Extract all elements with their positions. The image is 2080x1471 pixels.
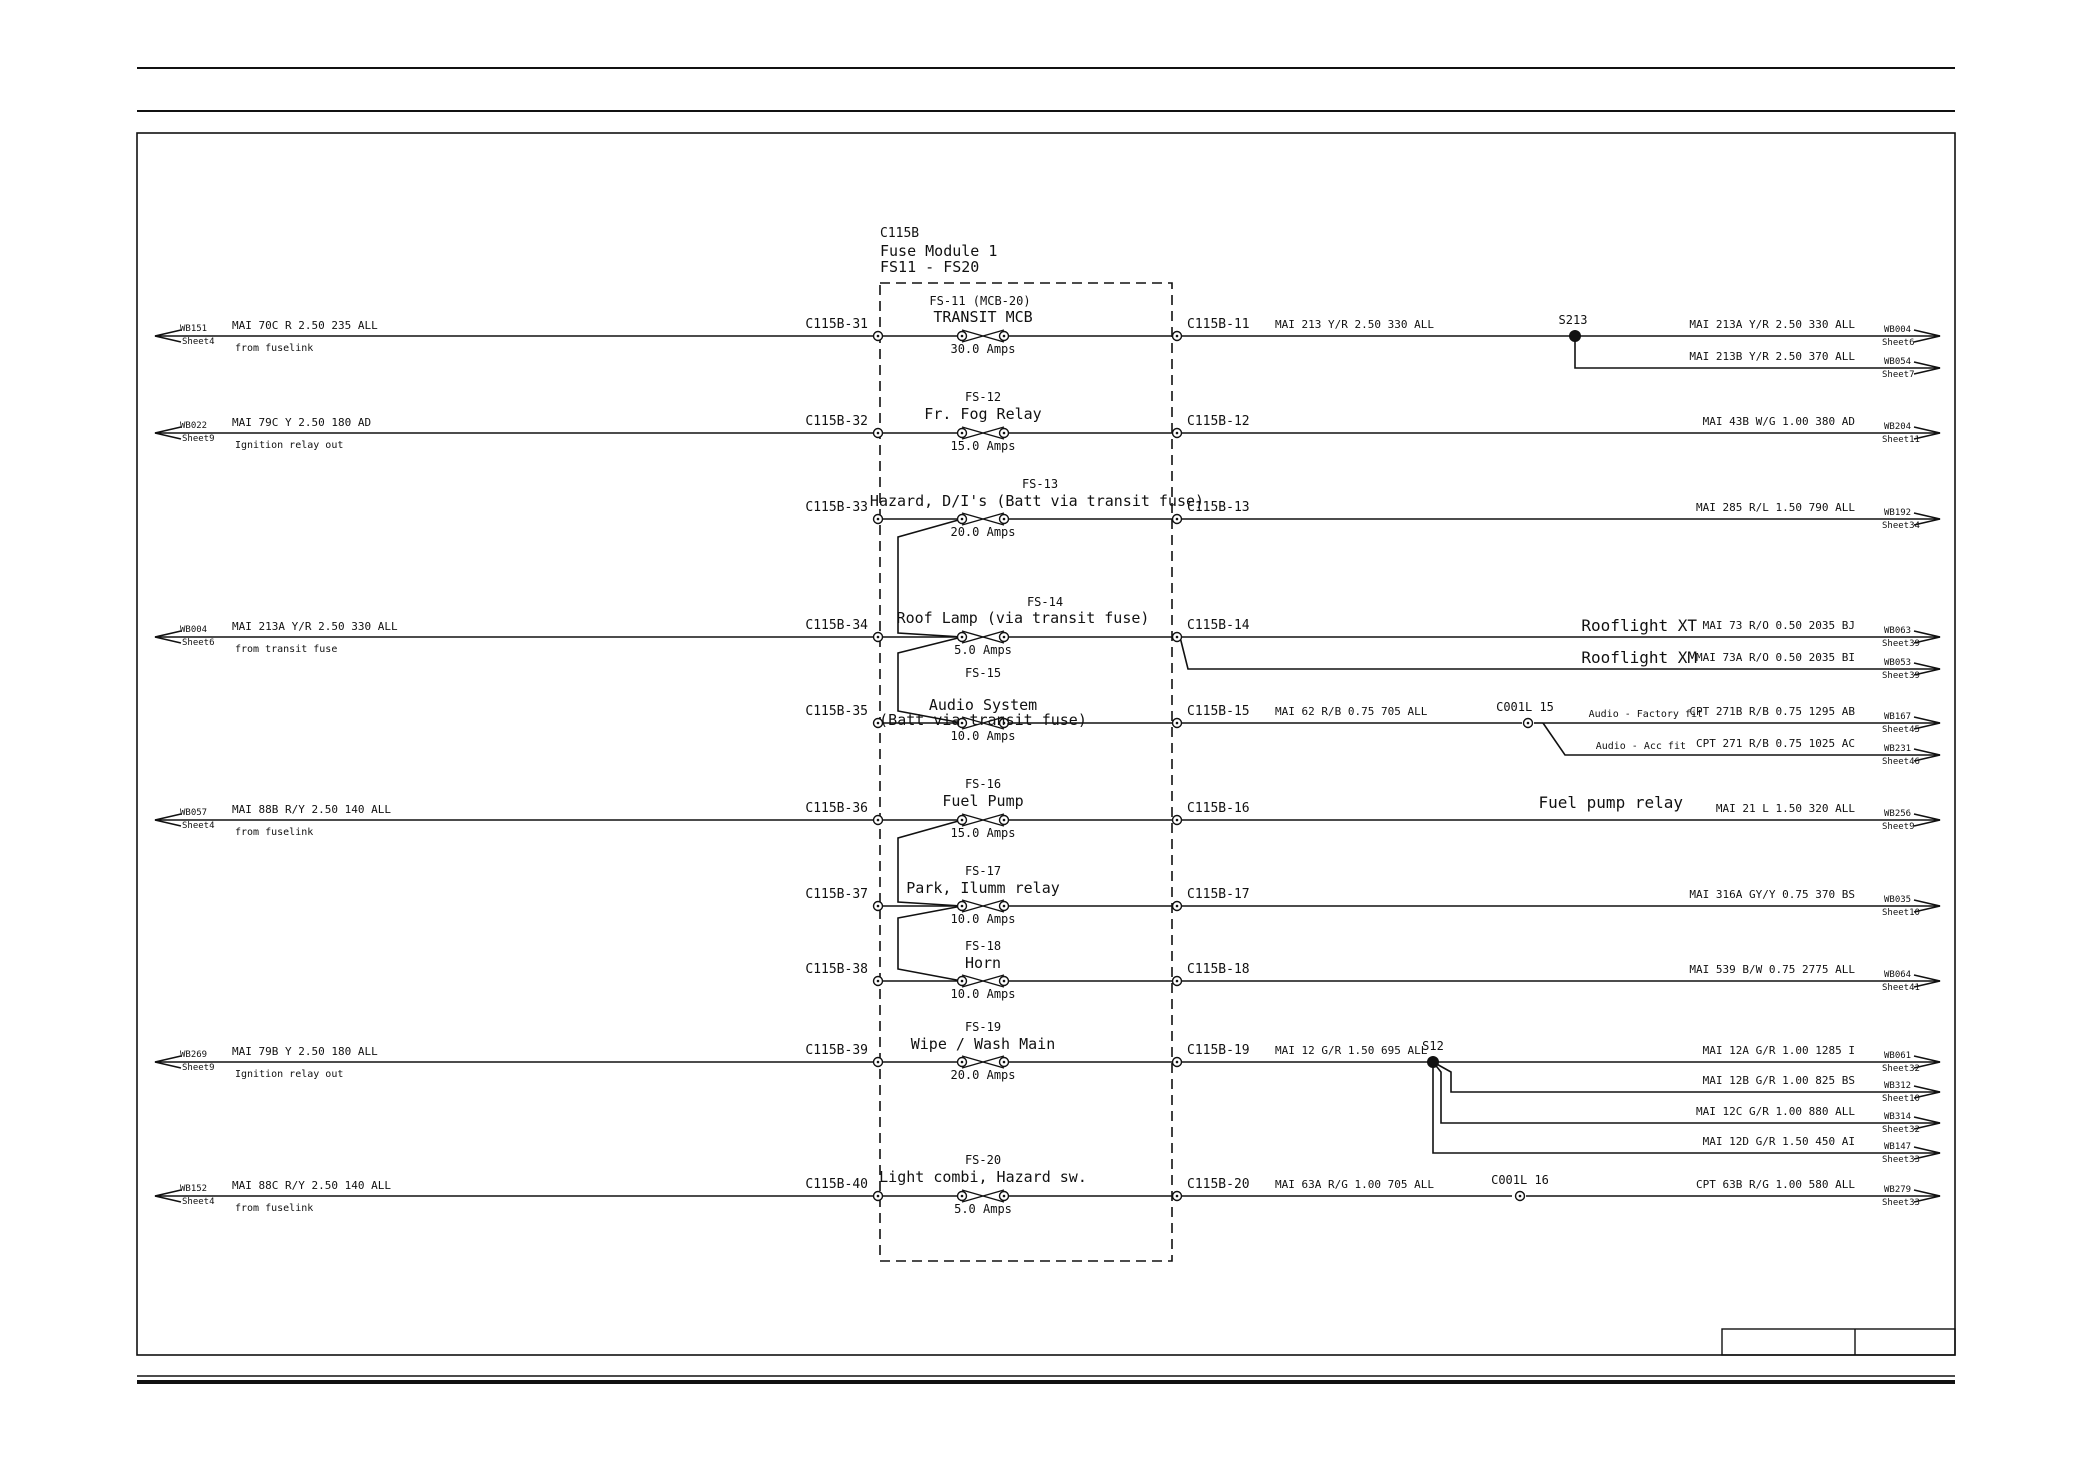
left-wire-ref: WB151 xyxy=(180,324,208,334)
audio-acc-label: Audio - Acc fit xyxy=(1595,741,1686,752)
fuse-terminal-dot xyxy=(961,636,964,639)
fuse-terminal-dot xyxy=(1003,636,1006,639)
fuse-terminal-dot xyxy=(961,335,964,338)
right-wire-sheet: Sheet34 xyxy=(1882,521,1920,531)
right-wire-ref: WB035 xyxy=(1884,895,1912,905)
wire-12b xyxy=(1433,1062,1940,1092)
left-wire-note: from fuselink xyxy=(235,827,314,838)
splice-s213 xyxy=(1569,330,1581,342)
left-wire-sheet: Sheet9 xyxy=(182,434,215,444)
fuse-rating: 15.0 Amps xyxy=(950,439,1016,453)
rooflight-xm-label: Rooflight XM xyxy=(1581,648,1697,667)
left-wire-note: from transit fuse xyxy=(235,644,338,655)
fuse-rating: 5.0 Amps xyxy=(954,643,1012,657)
pin-label-right: C115B-18 xyxy=(1187,962,1250,977)
fuse-description: Fr. Fog Relay xyxy=(924,405,1042,423)
right-wire-ref: WB004 xyxy=(1884,325,1912,335)
fuse-terminal-dot xyxy=(1003,819,1006,822)
fuse-id: FS-18 xyxy=(964,939,1002,953)
right-mid-spec: MAI 12 G/R 1.50 695 ALL xyxy=(1275,1044,1428,1057)
module-pin-right-dot xyxy=(1176,432,1179,435)
pin-label-right: C115B-16 xyxy=(1187,801,1250,816)
left-wire-spec: MAI 79B Y 2.50 180 ALL xyxy=(232,1045,378,1058)
module-pin-right-dot xyxy=(1176,1195,1179,1198)
right-wire-spec: MAI 213B Y/R 2.50 370 ALL xyxy=(1689,350,1855,363)
title-block xyxy=(1722,1329,1955,1355)
right-wire-sheet: Sheet41 xyxy=(1882,983,1920,993)
module-pin-left-dot xyxy=(877,335,880,338)
right-wire-spec: MAI 73 R/O 0.50 2035 BJ xyxy=(1702,619,1855,632)
fuse-id: FS-19 xyxy=(964,1020,1002,1034)
module-connector: C115B xyxy=(880,226,920,241)
pin-label-left: C115B-32 xyxy=(805,414,868,429)
module-pin-left-dot xyxy=(877,819,880,822)
left-wire-spec: MAI 70C R 2.50 235 ALL xyxy=(232,319,378,332)
module-pin-right-dot xyxy=(1176,636,1179,639)
module-pin-left-dot xyxy=(877,905,880,908)
right-wire-spec: MAI 21 L 1.50 320 ALL xyxy=(1715,802,1855,815)
right-wire-spec: MAI 12C G/R 1.00 880 ALL xyxy=(1696,1105,1855,1118)
left-wire-ref: WB057 xyxy=(180,808,208,818)
fuse-description: Hazard, D/I's (Batt via transit fuse) xyxy=(869,492,1205,510)
fuse-terminal-dot xyxy=(1003,905,1006,908)
right-wire-sheet: Sheet11 xyxy=(1882,435,1920,445)
fuel-pump-relay-label: Fuel pump relay xyxy=(1538,793,1683,812)
left-wire-sheet: Sheet4 xyxy=(182,1197,215,1207)
right-wire-ref: WB064 xyxy=(1884,970,1912,980)
fuse-module-box xyxy=(880,283,1172,1261)
rooflight-xt-label: Rooflight XT xyxy=(1581,616,1697,635)
fuse-id: FS-14 xyxy=(1026,595,1064,609)
right-wire-sheet: Sheet33 xyxy=(1882,1155,1920,1165)
wire-layer xyxy=(155,330,1940,1202)
audio-factory-label: Audio - Factory fit xyxy=(1588,709,1703,720)
fuse-rating: 10.0 Amps xyxy=(950,987,1016,1001)
fuse-terminal-dot xyxy=(1003,335,1006,338)
pin-label-left: C115B-38 xyxy=(805,962,868,977)
right-wire-sheet: Sheet9 xyxy=(1882,822,1915,832)
pin-label-right: C115B-12 xyxy=(1187,414,1250,429)
left-wire-note: from fuselink xyxy=(235,1203,314,1214)
right-wire-sheet: Sheet45 xyxy=(1882,725,1920,735)
module-pin-left-dot xyxy=(877,980,880,983)
right-wire-ref: WB314 xyxy=(1884,1112,1912,1122)
right-wire-ref: WB053 xyxy=(1884,658,1912,668)
fuse-id: FS-12 xyxy=(964,390,1002,404)
right-wire-sheet: Sheet32 xyxy=(1882,1064,1920,1074)
fuse-rating: 30.0 Amps xyxy=(950,342,1016,356)
pin-label-left: C115B-37 xyxy=(805,887,868,902)
fuse-description: Audio System xyxy=(928,696,1038,714)
right-wire-spec: MAI 316A GY/Y 0.75 370 BS xyxy=(1689,888,1855,901)
fuse-id: FS-16 xyxy=(964,777,1002,791)
fuse-id: FS-15 xyxy=(964,666,1002,680)
module-pin-left-dot xyxy=(877,518,880,521)
right-wire-ref: WB167 xyxy=(1884,712,1912,722)
fuse-id: FS-11 (MCB-20) xyxy=(929,294,1031,308)
fuse-terminal-dot xyxy=(1003,432,1006,435)
right-wire-ref: WB063 xyxy=(1884,626,1912,636)
module-pin-right-dot xyxy=(1176,335,1179,338)
left-wire-spec: MAI 79C Y 2.50 180 AD xyxy=(232,416,372,429)
module-pin-left-dot xyxy=(877,636,880,639)
fuse-terminal-dot xyxy=(1003,1195,1006,1198)
pin-label-left: C115B-36 xyxy=(805,801,868,816)
left-wire-sheet: Sheet9 xyxy=(182,1063,215,1073)
pin-label-left: C115B-40 xyxy=(805,1177,868,1192)
right-wire-ref: WB231 xyxy=(1884,744,1912,754)
left-wire-ref: WB152 xyxy=(180,1184,208,1194)
pin-label-right: C115B-17 xyxy=(1187,887,1250,902)
right-wire-sheet: Sheet10 xyxy=(1882,908,1920,918)
left-wire-spec: MAI 88C R/Y 2.50 140 ALL xyxy=(232,1179,391,1192)
left-wire-sheet: Sheet6 xyxy=(182,638,215,648)
right-wire-spec: CPT 271B R/B 0.75 1295 AB xyxy=(1689,705,1855,718)
fuse-description: Light combi, Hazard sw. xyxy=(879,1168,1087,1186)
left-wire-sheet: Sheet4 xyxy=(182,337,215,347)
right-wire-ref: WB061 xyxy=(1884,1051,1912,1061)
left-wire-spec: MAI 213A Y/R 2.50 330 ALL xyxy=(232,620,398,633)
right-wire-spec: CPT 63B R/G 1.00 580 ALL xyxy=(1696,1178,1855,1191)
right-wire-spec: MAI 12D G/R 1.50 450 AI xyxy=(1702,1135,1855,1148)
right-wire-ref: WB279 xyxy=(1884,1185,1912,1195)
module-range: FS11 - FS20 xyxy=(880,258,980,276)
right-wire-sheet: Sheet39 xyxy=(1882,671,1920,681)
inline-connector-label: C001L 15 xyxy=(1496,700,1554,714)
fuse-rating: 20.0 Amps xyxy=(950,525,1016,539)
module-pin-right-dot xyxy=(1176,722,1179,725)
right-wire-ref: WB256 xyxy=(1884,809,1912,819)
left-wire-note: Ignition relay out xyxy=(235,1069,344,1080)
left-wire-ref: WB004 xyxy=(180,625,208,635)
pin-label-left: C115B-31 xyxy=(805,317,868,332)
fuse-terminal-dot xyxy=(961,518,964,521)
inline-connector-label: C001L 16 xyxy=(1491,1173,1549,1187)
right-wire-sheet: Sheet32 xyxy=(1882,1125,1920,1135)
right-wire-spec: CPT 271 R/B 0.75 1025 AC xyxy=(1696,737,1855,750)
right-wire-ref: WB054 xyxy=(1884,357,1912,367)
right-mid-spec: MAI 62 R/B 0.75 705 ALL xyxy=(1275,705,1428,718)
fuse-terminal-dot xyxy=(961,819,964,822)
pin-label-right: C115B-15 xyxy=(1187,704,1250,719)
right-wire-spec: MAI 539 B/W 0.75 2775 ALL xyxy=(1689,963,1855,976)
left-wire-note: Ignition relay out xyxy=(235,440,344,451)
inline-connector-c001l16-dot xyxy=(1519,1195,1522,1198)
module-pin-right-dot xyxy=(1176,980,1179,983)
fuse-terminal-dot xyxy=(1003,980,1006,983)
right-wire-sheet: Sheet46 xyxy=(1882,757,1920,767)
left-wire-note: from fuselink xyxy=(235,343,314,354)
left-wire-ref: WB269 xyxy=(180,1050,208,1060)
right-wire-spec: MAI 12B G/R 1.00 825 BS xyxy=(1702,1074,1855,1087)
left-wire-ref: WB022 xyxy=(180,421,208,431)
pin-label-right: C115B-20 xyxy=(1187,1177,1250,1192)
pin-label-left: C115B-33 xyxy=(805,500,868,515)
fuse-rating: 20.0 Amps xyxy=(950,1068,1016,1082)
left-wire-spec: MAI 88B R/Y 2.50 140 ALL xyxy=(232,803,391,816)
right-wire-sheet: Sheet39 xyxy=(1882,639,1920,649)
inline-connector-c001l15-dot xyxy=(1527,722,1530,725)
right-wire-ref: WB204 xyxy=(1884,422,1912,432)
fuse-terminal-dot xyxy=(961,432,964,435)
right-wire-spec: MAI 73A R/O 0.50 2035 BI xyxy=(1696,651,1855,664)
fuse-description-line2: (Batt via transit fuse) xyxy=(879,711,1087,729)
fuse-rating: 10.0 Amps xyxy=(950,729,1016,743)
right-wire-ref: WB147 xyxy=(1884,1142,1912,1152)
module-pin-right-dot xyxy=(1176,518,1179,521)
fuse-rating: 15.0 Amps xyxy=(950,826,1016,840)
fuse-terminal-dot xyxy=(961,1195,964,1198)
module-pin-right-dot xyxy=(1176,819,1179,822)
module-pin-left-dot xyxy=(877,1195,880,1198)
fuse-description: Horn xyxy=(964,954,1002,972)
right-mid-spec: MAI 63A R/G 1.00 705 ALL xyxy=(1275,1178,1434,1191)
fuse-id: FS-13 xyxy=(1021,477,1059,491)
fuse-terminal-dot xyxy=(1003,1061,1006,1064)
fuse-description: Fuel Pump xyxy=(942,792,1024,810)
splice-label: S12 xyxy=(1422,1039,1444,1053)
right-wire-spec: MAI 43B W/G 1.00 380 AD xyxy=(1702,415,1855,428)
right-wire-sheet: Sheet6 xyxy=(1882,338,1915,348)
right-wire-sheet: Sheet7 xyxy=(1882,370,1915,380)
splice-label: S213 xyxy=(1558,313,1588,327)
module-name: Fuse Module 1 xyxy=(880,242,998,260)
right-mid-spec: MAI 213 Y/R 2.50 330 ALL xyxy=(1275,318,1434,331)
fuse-terminal-dot xyxy=(1003,518,1006,521)
fuse-description: Park, Ilumm relay xyxy=(906,879,1060,897)
fuse-rating: 10.0 Amps xyxy=(950,912,1016,926)
fuse-rating: 5.0 Amps xyxy=(954,1202,1012,1216)
module-pin-right-dot xyxy=(1176,1061,1179,1064)
splice-s12 xyxy=(1427,1056,1439,1068)
fuse-terminal-dot xyxy=(961,980,964,983)
fuse-terminal-dot xyxy=(961,905,964,908)
fuse-terminal-dot xyxy=(961,1061,964,1064)
fuse-description: Roof Lamp (via transit fuse) xyxy=(896,609,1150,627)
right-wire-ref: WB312 xyxy=(1884,1081,1912,1091)
right-wire-sheet: Sheet33 xyxy=(1882,1198,1920,1208)
right-wire-ref: WB192 xyxy=(1884,508,1912,518)
right-wire-spec: MAI 213A Y/R 2.50 330 ALL xyxy=(1689,318,1855,331)
right-wire-spec: MAI 12A G/R 1.00 1285 I xyxy=(1702,1044,1855,1057)
fuse-description: Wipe / Wash Main xyxy=(910,1035,1056,1053)
pin-label-left: C115B-35 xyxy=(805,704,868,719)
pin-label-right: C115B-19 xyxy=(1187,1043,1250,1058)
module-pin-left-dot xyxy=(877,1061,880,1064)
pin-label-left: C115B-39 xyxy=(805,1043,868,1058)
pin-label-right: C115B-13 xyxy=(1187,500,1250,515)
right-wire-sheet: Sheet10 xyxy=(1882,1094,1920,1104)
wire-12d xyxy=(1433,1062,1940,1153)
pin-label-left: C115B-34 xyxy=(805,618,868,633)
fuse-description: TRANSIT MCB xyxy=(933,308,1033,326)
fuse-id: FS-17 xyxy=(964,864,1002,878)
right-wire-spec: MAI 285 R/L 1.50 790 ALL xyxy=(1696,501,1855,514)
module-pin-right-dot xyxy=(1176,905,1179,908)
pin-label-right: C115B-11 xyxy=(1187,317,1250,332)
fuse-id: FS-20 xyxy=(964,1153,1002,1167)
pin-label-right: C115B-14 xyxy=(1187,618,1250,633)
left-wire-sheet: Sheet4 xyxy=(182,821,215,831)
module-pin-left-dot xyxy=(877,432,880,435)
